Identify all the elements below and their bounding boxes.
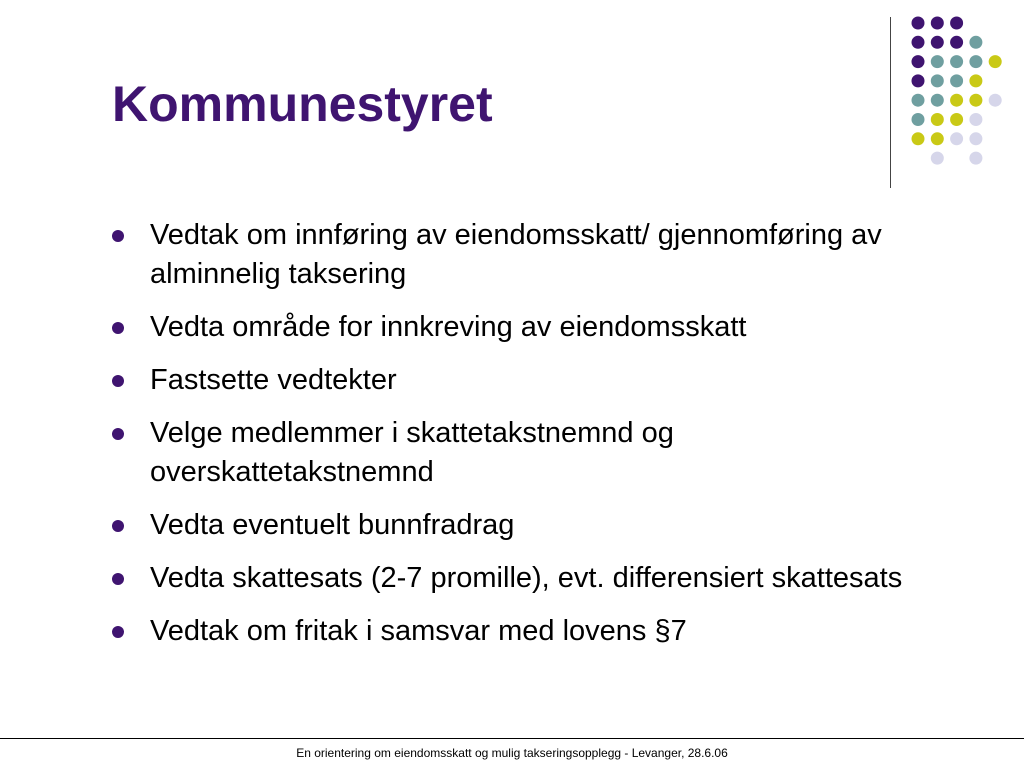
bullet-dot-icon <box>112 626 124 638</box>
decorative-dot <box>950 17 963 30</box>
decorative-dot <box>950 94 963 107</box>
bullet-text: Vedtak om innføring av eiendomsskatt/ gjennomføring av alminnelig taksering <box>150 219 882 290</box>
bullet-dot-icon <box>112 375 124 387</box>
decorative-dot <box>950 132 963 145</box>
decorative-dot <box>969 36 982 49</box>
decorative-dot <box>931 17 944 30</box>
decorative-dot <box>989 94 1002 107</box>
decorative-dot <box>969 132 982 145</box>
decorative-dot <box>931 113 944 126</box>
bullet-text: Vedta skattesats (2-7 promille), evt. differensiert skattesats <box>150 562 903 594</box>
decorative-dot <box>950 55 963 68</box>
decorative-dot <box>912 94 925 107</box>
bullet-item <box>110 559 910 598</box>
decorative-dot <box>931 132 944 145</box>
bullet-dot-icon <box>112 230 124 242</box>
bullet-list <box>110 216 910 665</box>
bullet-text: Vedta eventuelt bunnfradrag <box>150 509 515 541</box>
bullet-dot-icon <box>112 428 124 440</box>
decorative-dot <box>969 55 982 68</box>
bullet-text: Fastsette vedtekter <box>150 364 397 396</box>
decorative-dot <box>950 74 963 87</box>
divider-line <box>890 17 891 188</box>
decorative-dot <box>931 152 944 165</box>
bullet-item <box>110 414 910 492</box>
bullet-dot-icon <box>112 520 124 532</box>
decorative-dot <box>931 55 944 68</box>
bullet-dot-icon <box>112 322 124 334</box>
decorative-dot <box>931 36 944 49</box>
bullet-text: Velge medlemmer i skattetakstnemnd og overskattetakstnemnd <box>150 417 674 488</box>
decorative-dot <box>969 152 982 165</box>
footer-divider <box>0 738 1024 739</box>
slide-title: Kommunestyret <box>112 76 493 132</box>
decorative-dot <box>989 55 1002 68</box>
decorative-dot <box>931 94 944 107</box>
decorative-dot <box>950 113 963 126</box>
decorative-dot <box>912 55 925 68</box>
decorative-dot <box>912 74 925 87</box>
bullet-text: Vedta område for innkreving av eiendomsskatt <box>150 311 747 343</box>
decorative-dot <box>969 94 982 107</box>
bullet-item <box>110 216 910 294</box>
decorative-dot <box>912 132 925 145</box>
bullet-dot-icon <box>112 573 124 585</box>
bullet-item <box>110 361 910 400</box>
decorative-dot <box>950 36 963 49</box>
bullet-item <box>110 506 910 545</box>
footer-text: En orientering om eiendomsskatt og mulig takseringsopplegg - Levanger, 28.6.06 <box>296 746 728 760</box>
decorative-dot <box>931 74 944 87</box>
decorative-dot <box>969 113 982 126</box>
bullet-item <box>110 308 910 347</box>
decorative-dot <box>912 17 925 30</box>
bullet-text: Vedtak om fritak i samsvar med lovens §7 <box>150 615 687 647</box>
bullet-item <box>110 612 910 651</box>
decorative-dot <box>912 113 925 126</box>
decorative-dot <box>969 74 982 87</box>
decorative-dot <box>912 36 925 49</box>
